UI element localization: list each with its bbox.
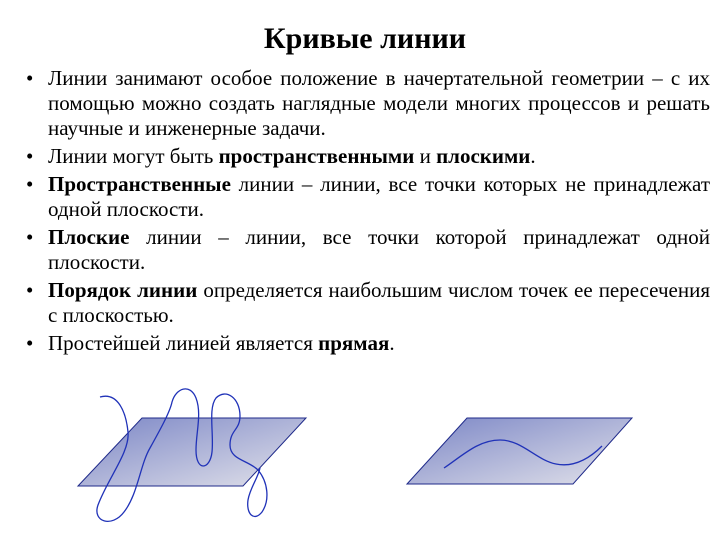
bullet-term: пространственными — [218, 144, 415, 168]
bullet-text: определяется наибольшим числом точек ее пересечения с плоскостью. — [48, 278, 710, 327]
bullet-text: Линии могут быть — [48, 144, 219, 168]
plane-curve-figure — [407, 418, 632, 484]
bullet-text: . — [530, 144, 536, 168]
bullet-term: Порядок линии — [48, 278, 198, 302]
slide-title: Кривые линии — [263, 22, 467, 55]
space-curve-figure — [78, 389, 306, 521]
right-plane — [407, 418, 632, 484]
bullet-text: и — [414, 144, 437, 168]
bullet-term: Плоские — [48, 225, 130, 249]
bullet-text: Линии занимают особое положение в начертательной геометрии – с их помощью можно создать наглядные модели многих процессов и решать научные и инженерные задачи. — [48, 66, 710, 140]
bullet-text: . — [389, 331, 395, 355]
bullet-term: прямая — [318, 331, 390, 355]
bullet-term: плоскими — [436, 144, 531, 168]
bullet-text: линии – линии, все точки которых не принадлежат одной плоскости. — [48, 172, 710, 221]
bullet-term: Пространственные — [48, 172, 231, 196]
bullet-text: Простейшей линией является — [48, 331, 319, 355]
bullet-text: линии – линии, все точки которой принадлежат одной плоскости. — [48, 225, 710, 274]
